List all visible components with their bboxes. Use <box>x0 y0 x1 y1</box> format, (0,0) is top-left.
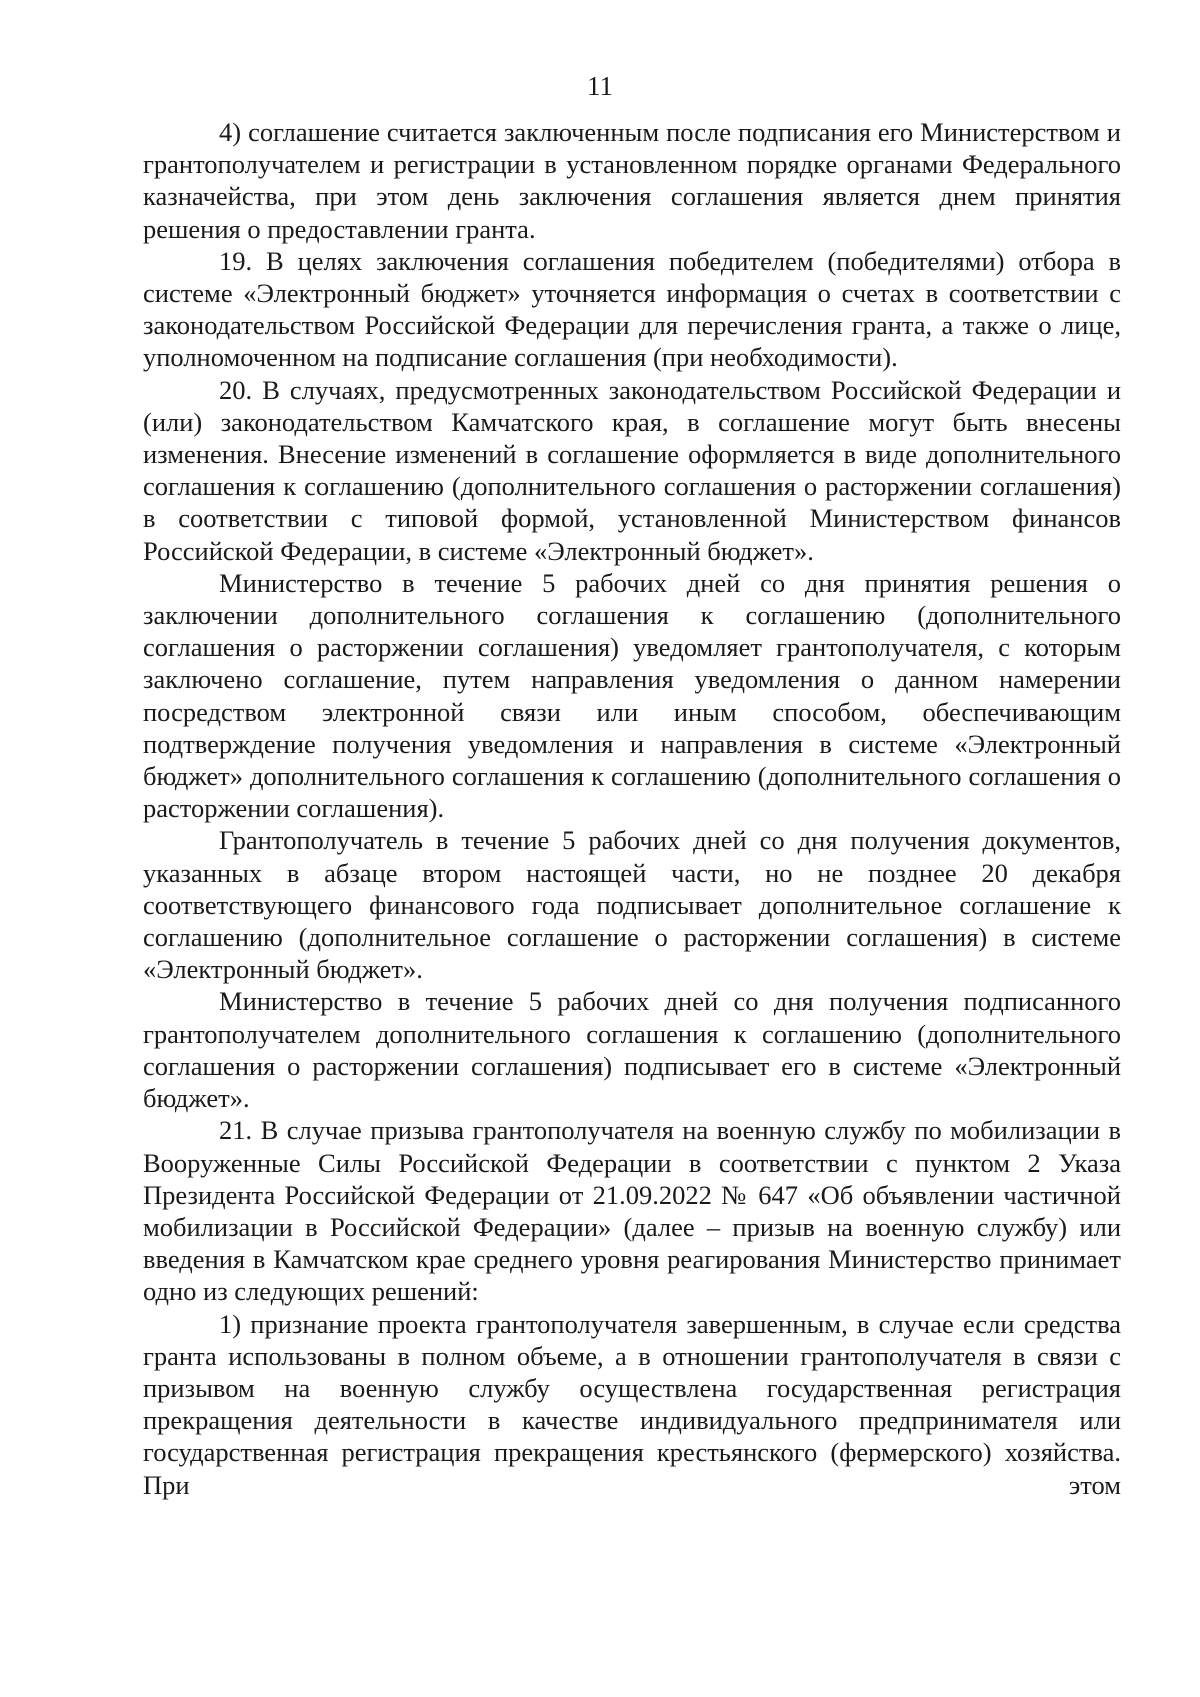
paragraph-19: 19. В целях заключения соглашения победителем (победителями) отбора в системе «Электронный бюджет» уточняется информация о счетах в соответствии с законодательством Российской Федерации для перечисления гранта, а также о лице, уполномоченном на подписание соглашения (при необходимости). <box>143 245 1121 373</box>
document-body <box>143 116 1121 1501</box>
paragraph-20-ministry-notice: Министерство в течение 5 рабочих дней со дня принятия решения о заключении дополнительного соглашения к соглашению (дополнительного соглашения о расторжении соглашения) уведомляет грантополучателя, с которым заключено соглашение, путем направления уведомления о данном намерении посредством электронной связи или иным способом, обеспечивающим подтверждение получения уведомления и направления в системе «Электронный бюджет» дополнительного соглашения к соглашению (дополнительного соглашения о расторжении соглашения). <box>143 567 1121 824</box>
paragraph-4-agreement-concluded: 4) соглашение считается заключенным после подписания его Министерством и грантополучателем и регистрации в установленном порядке органами Федерального казначейства, при этом день заключения соглашения является днем принятия решения о предоставлении гранта. <box>143 117 1121 244</box>
paragraph-21-item-1: 1) признание проекта грантополучателя завершенным, в случае если средства гранта использованы в полном объеме, а в отношении грантополучателя в связи с призывом на военную службу осуществлена государственная регистрация прекращения деятельности в качестве индивидуального предпринимателя или государственная регистрация прекращения крестьянского (фермерского) хозяйства. При этом <box>143 1308 1121 1500</box>
page-number: 11 <box>587 71 613 101</box>
paragraph-21: 21. В случае призыва грантополучателя на военную службу по мобилизации в Вооруженные Силы Российской Федерации в соответствии с пунктом 2 Указа Президента Российской Федерации от 21.09.2022 № 647 «Об объявлении частичной мобилизации в Российской Федерации» (далее – призыв на военную службу) или введения в Камчатском крае среднего уровня реагирования Министерство принимает одно из следующих решений: <box>143 1115 1121 1307</box>
paragraph-20-ministry-signing: Министерство в течение 5 рабочих дней со дня получения подписанного грантополучателем дополнительного соглашения к соглашению (дополнительного соглашения о расторжении соглашения) подписывает его в системе «Электронный бюджет». <box>143 986 1121 1114</box>
paragraph-20: 20. В случаях, предусмотренных законодательством Российской Федерации и (или) законодательством Камчатского края, в соглашение могут быть внесены изменения. Внесение изменений в соглашение оформляется в виде дополнительного соглашения к соглашению (дополнительного соглашения о расторжении соглашения) в соответствии с типовой формой, установленной Министерством финансов Российской Федерации, в системе «Электронный бюджет». <box>143 374 1121 566</box>
paragraph-20-grantee-signing: Грантополучатель в течение 5 рабочих дней со дня получения документов, указанных в абзаце втором настоящей части, но не позднее 20 декабря соответствующего финансового года подписывает дополнительное соглашение к соглашению (дополнительное соглашение о расторжении соглашения) в системе «Электронный бюджет». <box>143 825 1121 985</box>
